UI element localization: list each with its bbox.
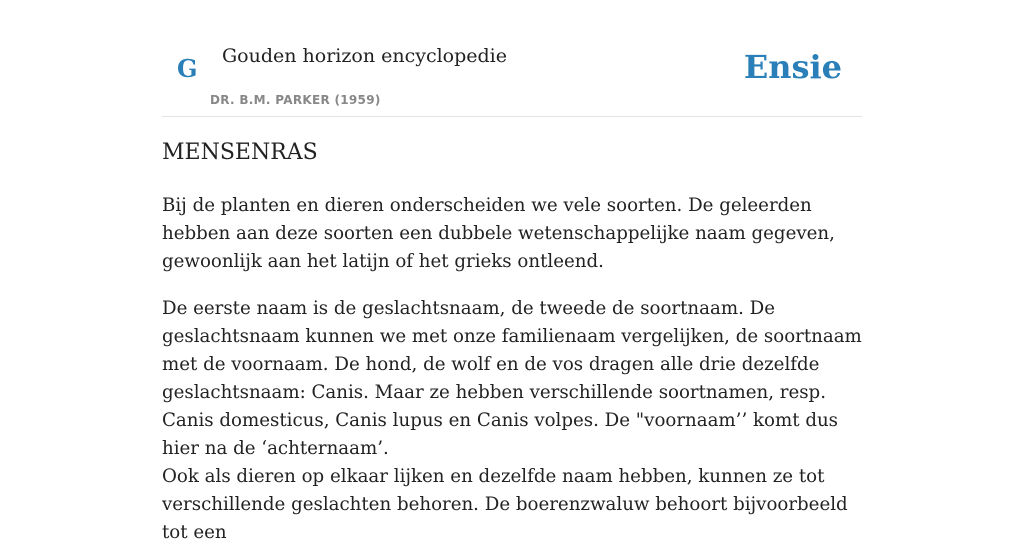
encyclopedia-logo[interactable]: G — [177, 54, 198, 83]
article-paragraph: Bij de planten en dieren onderscheiden we vele soorten. De geleerden hebben aan deze soorten een dubbele wetenschappelijke naam gegeven, gewoonlijk aan het latijn of het grieks ontleend. — [162, 195, 835, 272]
page — [162, 0, 862, 543]
book-author: DR. B.M. PARKER (1959) — [210, 93, 381, 107]
article-paragraph: De eerste naam is de geslachtsnaam, de tweede de soortnaam. De geslachtsnaam kunnen we met onze familienaam vergelijken, de soortnaam met de voornaam. De hond, de wolf en de vos dragen alle drie dezelfde geslachtsnaam: Canis. Maar ze hebben verschillende soortnamen, resp. Canis domesticus, Canis lupus en Canis volpes. De "voornaam’’ komt dus hier na de ‘achternaam’. — [162, 298, 862, 459]
brand-logo-link[interactable]: Ensie — [743, 48, 842, 86]
article-paragraph: Ook als dieren op elkaar lijken en dezelfde naam hebben, kunnen ze tot verschillende geslachten behoren. De boerenzwaluw behoort bijvoorbeeld tot een — [162, 466, 848, 543]
article-title: MENSENRAS — [162, 140, 318, 165]
header — [162, 0, 862, 117]
book-title[interactable]: Gouden horizon encyclopedie — [222, 45, 507, 67]
